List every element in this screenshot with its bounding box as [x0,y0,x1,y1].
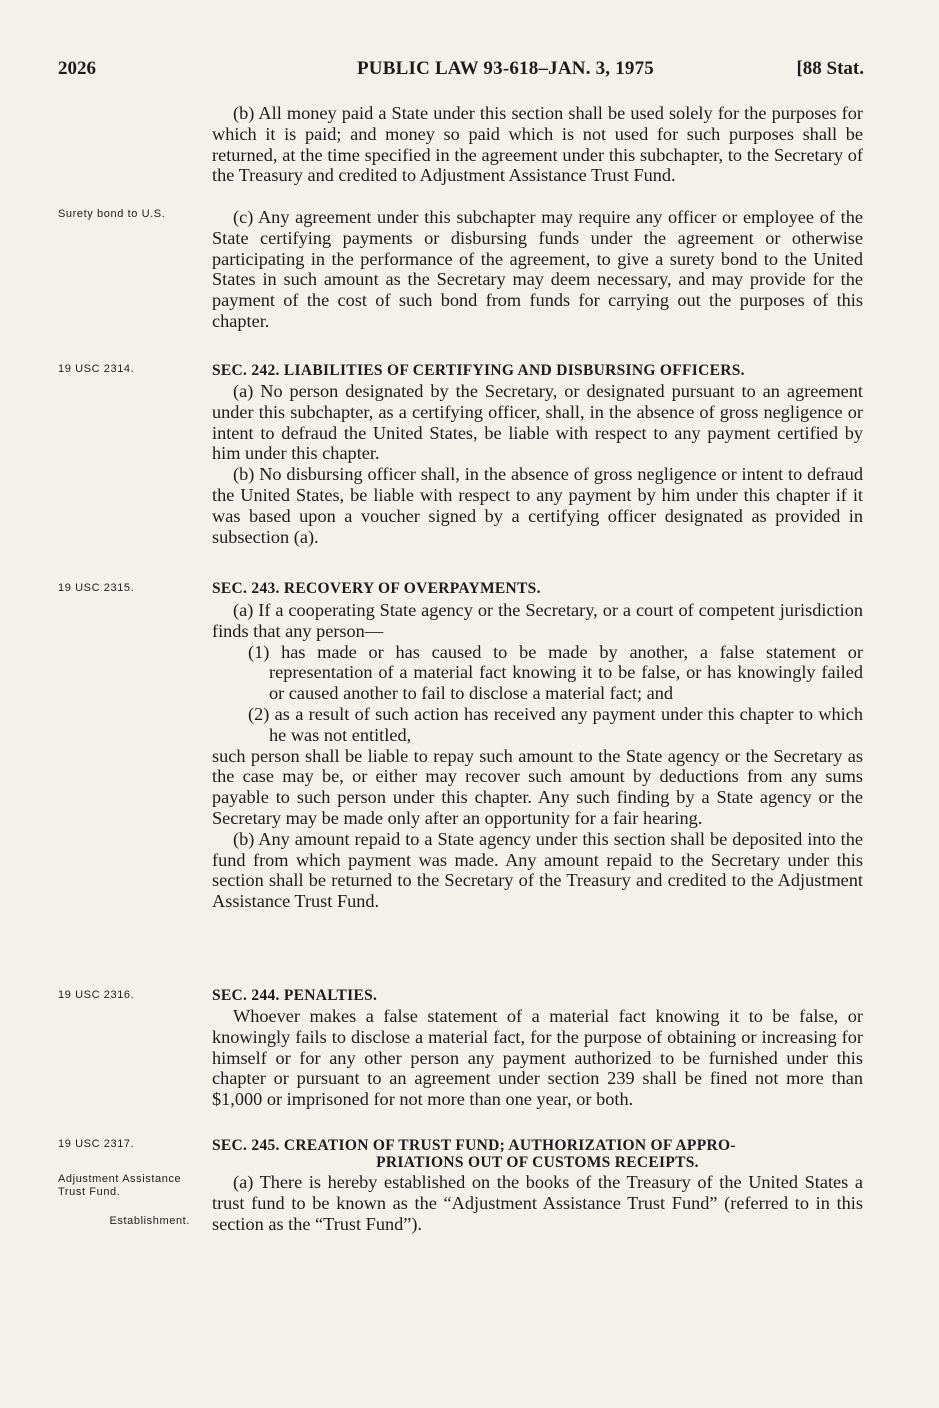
section-244-body [212,1006,863,1110]
section-242-heading: SEC. 242. LIABILITIES OF CERTIFYING AND DISBURSING OFFICERS. [212,362,745,379]
section-243-heading: SEC. 243. RECOVERY OF OVERPAYMENTS. [212,580,541,597]
paragraph: (a) There is hereby established on the books of the Treasury of the United States a trust fund to be known as the “Adjustment Assistance Trust Fund” (referred to in this section as the “Trust Fund”). [212,1172,863,1234]
heading-line: SEC. 245. CREATION OF TRUST FUND; AUTHORIZATION OF APPRO- [212,1137,736,1154]
running-title: PUBLIC LAW 93-618–JAN. 3, 1975 [357,58,655,79]
section-242-body [212,381,863,547]
sidenote-19-usc-2315: 19 USC 2315. [58,582,135,594]
section-245-body [212,1172,863,1234]
subsection-b-money [212,103,863,186]
sidenote-trust-fund: Adjustment Assistance Trust Fund. [58,1173,182,1198]
section-245-heading [212,1137,863,1171]
page-number: 2026 [58,58,96,79]
paragraph: (b) No disbursing officer shall, in the absence of gross negligence or intent to defraud the United States, be liable with respect to any payment by him under this chapter if it was based upon a voucher signed by a certifying officer designated as provided in subsection (a). [212,464,863,547]
statute-volume: [88 Stat. [796,58,864,79]
list-item: (1) has made or has caused to be made by another, a false statement or representation of a material fact knowing it to be false, or has knowingly failed or caused another to fail to disclose a material fact; and [248,641,863,704]
paragraph: (b) All money paid a State under this section shall be used solely for the purposes for which it is paid; and money so paid which is not used for such purposes shall be returned, at the time specified in the agreement under this subchapter, to the Secretary of the Treasury and credited to Adjustment Assistance Trust Fund. [212,103,863,186]
paragraph: (c) Any agreement under this subchapter may require any officer or employee of the State certifying payments or disbursing funds under the agreement or otherwise participating in the performance of the agreement, to give a surety bond to the United States in such amount as the Secretary may deem necessary, and may provide for the payment of the cost of such bond from funds for carrying out the purposes of this chapter. [212,207,863,331]
paragraph: (a) If a cooperating State agency or the Secretary, or a court of competent jurisdiction finds that any person— [212,600,863,641]
sidenote-surety-bond: Surety bond to U.S. [58,208,166,220]
sidenote-19-usc-2314: 19 USC 2314. [58,363,135,375]
paragraph: (a) No person designated by the Secretary, or designated pursuant to an agreement under this subchapter, as a certifying officer, shall, in the absence of gross negligence or intent to defraud the United States, be liable with respect to any payment certified by him under this chapter. [212,381,863,464]
sidenote-19-usc-2317: 19 USC 2317. [58,1138,135,1150]
page-header [58,58,864,82]
heading-line: PRIATIONS OUT OF CUSTOMS RECEIPTS. [376,1154,699,1171]
subsection-c-surety [212,207,863,332]
section-243-body [212,600,863,912]
paragraph: (b) Any amount repaid to a State agency under this section shall be deposited into the fund from which payment was made. Any amount repaid to the Secretary under this section shall be returned to the Secretary of the Treasury and credited to the Adjustment Assistance Trust Fund. [212,828,863,912]
section-244-heading: SEC. 244. PENALTIES. [212,987,378,1004]
sidenote-19-usc-2316: 19 USC 2316. [58,989,135,1001]
paragraph: Whoever makes a false statement of a material fact knowing it to be false, or knowingly fails to disclose a material fact, for the purpose of obtaining or increasing for himself or for any other person any payment authorized to be furnished under this chapter or pursuant to an agreement under section 239 shall be fined not more than $1,000 or imprisoned for not more than one year, or both. [212,1006,863,1110]
paragraph: such person shall be liable to repay such amount to the State agency or the Secretary as the case may be, or either may recover such amount by deductions from any sums payable to such person under this chapter. Any such finding by a State agency or the Secretary may be made only after an opportunity for a fair hearing. [212,745,863,828]
list-item: (2) as a result of such action has received any payment under this chapter to which he was not entitled, [248,703,863,745]
sidenote-establishment: Establishment. [109,1215,190,1227]
